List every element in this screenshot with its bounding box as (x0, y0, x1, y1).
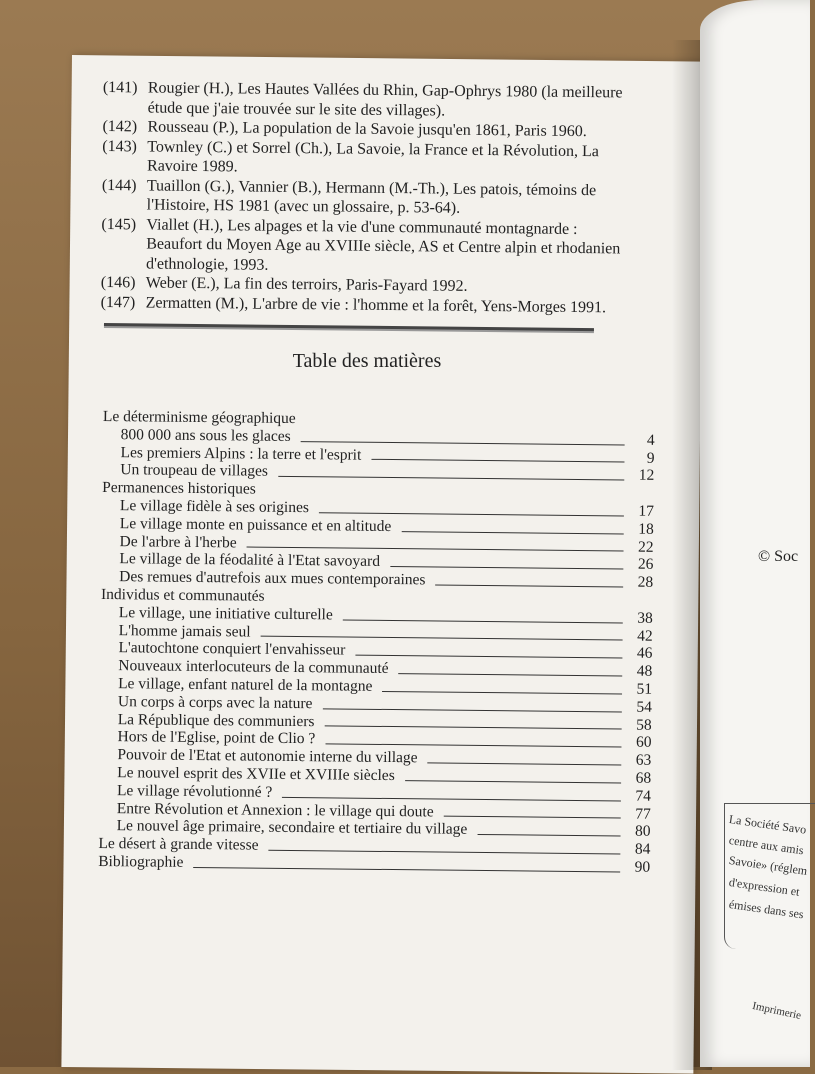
toc-label: Nouveaux interlocuteurs de la communauté (118, 657, 389, 678)
toc-page: 90 (634, 858, 651, 876)
toc-label: La République des communiers (117, 710, 315, 730)
toc-label: Bibliographie (98, 852, 184, 871)
toc-page: 80 (635, 822, 651, 841)
dot-leader (343, 619, 623, 623)
toc-page: 77 (635, 805, 651, 823)
toc-label: Un corps à corps avec la nature (117, 692, 313, 712)
toc-page: 58 (636, 716, 652, 734)
dot-leader (355, 655, 622, 659)
dot-leader (261, 636, 623, 641)
bib-number: (141) (102, 78, 138, 97)
toc-section-heading: Le déterminisme géographique (102, 408, 296, 428)
toc-label: Le village fidèle à ses origines (119, 497, 310, 517)
toc-label: Entre Révolution et Annexion : le village qui doute (116, 799, 434, 821)
dot-leader (405, 780, 621, 783)
bib-number: (143) (102, 137, 138, 155)
dot-leader (371, 459, 624, 463)
toc-label: Le village de la féodalité à l'Etat savoyard (119, 550, 381, 571)
toc-page: 28 (637, 573, 654, 591)
toc-page: 12 (638, 467, 655, 485)
dot-leader (401, 531, 623, 534)
dot-leader (268, 850, 620, 855)
notice-line: émises dans ses (728, 897, 805, 922)
bib-text: Tuaillon (G.), Vannier (B.), Hermann (M.-Th.), Les patois, témoins de l'Histoire, HS 1981 (avec un glossaire, p. 53-64). (146, 176, 597, 217)
printer-text: Imprimerie (751, 999, 803, 1023)
toc-label: Le village, enfant naturel de la montagne (118, 675, 373, 695)
toc-label: Le village monte en puissance et en altitude (119, 514, 392, 535)
toc-label: L'homme jamais seul (118, 621, 251, 641)
bib-text: Townley (C.) et Sorrel (Ch.), La Savoie, la France et la Révolution, La Ravoire 1989. (146, 137, 599, 176)
toc-page: 84 (634, 840, 651, 858)
toc-label: Le désert à grande vitesse (98, 835, 259, 854)
bib-entry (103, 78, 633, 123)
dot-leader (477, 834, 620, 837)
toc-page: 38 (637, 609, 653, 627)
toc-page: 60 (635, 733, 652, 752)
toc-page: 54 (636, 698, 652, 716)
table-of-contents (98, 408, 655, 876)
dot-leader (325, 743, 621, 747)
toc-page: 42 (637, 627, 653, 645)
dot-leader (390, 566, 623, 569)
dot-leader (382, 691, 622, 695)
toc-label: Le nouvel esprit des XVIIe et XVIIIe siècles (117, 764, 395, 785)
toc-label: 800 000 ans sous les glaces (120, 425, 291, 445)
toc-page: 4 (646, 431, 655, 449)
bib-number: (142) (102, 117, 138, 136)
toc-page: 68 (635, 769, 652, 787)
bibliography-list (101, 78, 633, 318)
toc-page: 26 (637, 555, 654, 574)
dot-leader (444, 816, 621, 819)
toc-label: Le nouvel âge primaire, secondaire et tertiaire du village (116, 817, 468, 839)
toc-label: Le village, une initiative culturelle (118, 603, 333, 624)
notice-line: d'expression et (728, 875, 801, 899)
toc-page: 46 (636, 644, 653, 663)
toc-section-heading: Individus et communautés (100, 585, 265, 605)
bib-text: Rousseau (P.), La population de la Savoie jusqu'en 1861, Paris 1960. (147, 118, 587, 141)
toc-page: 63 (635, 751, 652, 769)
toc-page: 18 (638, 520, 654, 538)
notice-line: centre aux amis (728, 833, 805, 858)
toc-page: 22 (637, 538, 654, 556)
toc-page: 17 (638, 502, 655, 520)
dot-leader (428, 762, 622, 765)
bib-entry (102, 136, 632, 181)
dot-leader (319, 512, 624, 516)
dot-leader (193, 867, 620, 872)
bib-text: Weber (E.), La fin des terroirs, Paris-Fayard 1992. (145, 274, 468, 295)
toc-title: Table des matières (292, 350, 442, 372)
toc-label: Un troupeau de villages (120, 461, 269, 481)
dot-leader (301, 441, 625, 445)
bib-number: (147) (100, 293, 136, 311)
toc-label: Les premiers Alpins : la terre et l'esprit (120, 443, 362, 464)
toc-label: Pouvoir de l'Etat et autonomie interne du village (117, 746, 418, 767)
toc-label: Des remues d'autrefois aux mues contemporaines (119, 568, 426, 589)
toc-label: Le village révolutionné ? (116, 781, 273, 801)
dot-leader (247, 547, 624, 552)
toc-section-heading: Permanences historiques (102, 479, 256, 498)
copyright-text: © Soc (758, 548, 799, 565)
toc-label: L'autochtone conquiert l'envahisseur (118, 639, 346, 659)
dot-leader (278, 476, 624, 481)
toc-page: 9 (646, 449, 655, 467)
notice-line: La Société Savo (728, 812, 808, 837)
dot-leader (282, 796, 621, 801)
dot-leader (435, 584, 623, 587)
bib-entry (101, 214, 632, 278)
dot-leader (399, 673, 623, 676)
bib-number: (146) (100, 273, 136, 292)
toc-label: Hors de l'Eglise, point de Clio ? (117, 728, 316, 748)
bib-text: Rougier (H.), Les Hautes Vallées du Rhin, Gap-Ophrys 1980 (la meilleure étude que j'aie trouvée sur le site des villages). (147, 79, 623, 120)
bib-text: Viallet (H.), Les alpages et la vie d'une communauté montagnarde : Beaufort du Moyen Age au XVIIIe siècle, AS et Centre alpin et rhodanien d'ethnologie, 1993. (145, 215, 621, 274)
bib-number: (144) (101, 176, 137, 194)
toc-page: 51 (636, 680, 653, 698)
notice-line: Savoie» (réglem (728, 853, 809, 878)
bib-text: Zermatten (M.), L'arbre de vie : l'homme et la forêt, Yens-Morges 1991. (145, 293, 607, 316)
toc-label: De l'arbre à l'herbe (119, 532, 237, 551)
dot-leader (324, 726, 621, 730)
dot-leader (322, 708, 621, 712)
toc-page: 74 (635, 787, 652, 805)
toc-page: 48 (636, 662, 653, 680)
bib-entry (102, 175, 632, 220)
bib-number: (145) (101, 215, 137, 233)
